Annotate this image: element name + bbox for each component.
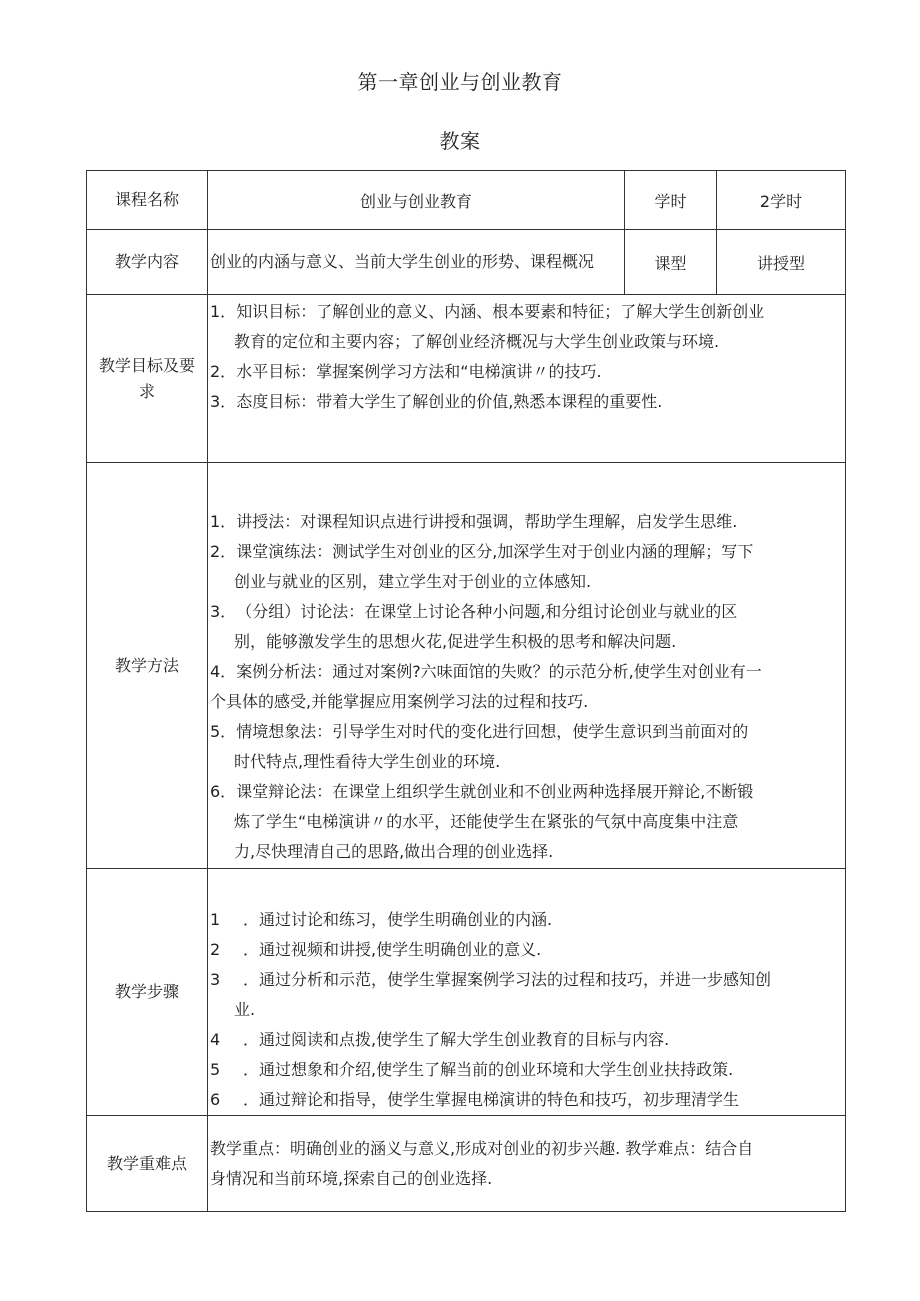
item-continuation: 别，能够激发学生的思想火花,促进学生积极的思考和解决问题. bbox=[234, 632, 677, 651]
list-item bbox=[210, 537, 843, 567]
hours-label: 学时 bbox=[625, 171, 717, 230]
item-number: 5． bbox=[210, 722, 237, 741]
item-text: ．通过讨论和练习，使学生明确创业的内涵. bbox=[243, 910, 553, 929]
table-row bbox=[87, 295, 846, 463]
item-continuation: 时代特点,理性看待大学生创业的环境. bbox=[234, 752, 501, 771]
table-row bbox=[87, 869, 846, 1116]
methods-label: 教学方法 bbox=[87, 463, 208, 869]
item-text: 态度目标：带着大学生了解创业的价值,熟悉本课程的重要性. bbox=[236, 392, 663, 411]
list-item bbox=[210, 777, 843, 807]
objectives-cell bbox=[208, 295, 846, 463]
list-item bbox=[210, 905, 843, 935]
hours-value: 2学时 bbox=[717, 171, 846, 230]
key-points-line: 身情况和当前环境,探索自己的创业选择. bbox=[210, 1168, 493, 1188]
item-text: 知识目标：了解创业的意义、内涵、根本要素和特征；了解大学生创新创业 bbox=[236, 302, 765, 321]
item-text: 课堂辩论法：在课堂上组织学生就创业和不创业两种选择展开辩论,不断锻 bbox=[236, 782, 754, 801]
item-text: ．通过视频和讲授,使学生明确创业的意义. bbox=[243, 940, 542, 959]
list-item bbox=[210, 657, 843, 687]
item-number: 1． bbox=[210, 512, 237, 531]
steps-label: 教学步骤 bbox=[87, 869, 208, 1116]
table-row bbox=[87, 230, 846, 295]
list-item bbox=[210, 507, 843, 537]
type-value: 讲授型 bbox=[717, 230, 846, 295]
table-row bbox=[87, 463, 846, 869]
item-continuation: 炼了学生“电梯演讲〃的水平，还能使学生在紧张的气氛中高度集中注意 bbox=[234, 812, 739, 831]
type-label: 课型 bbox=[625, 230, 717, 295]
objectives-label bbox=[87, 295, 208, 463]
item-number: 2． bbox=[210, 542, 237, 561]
table-row bbox=[87, 1116, 846, 1212]
steps-cell bbox=[208, 869, 846, 1116]
objectives-label-text: 教学目标及要求 bbox=[98, 355, 195, 401]
item-text: 课堂演练法：测试学生对创业的区分,加深学生对于创业内涵的理解；写下 bbox=[236, 542, 754, 561]
item-number: 6． bbox=[210, 782, 237, 801]
course-name-label: 课程名称 bbox=[87, 171, 208, 230]
list-item bbox=[210, 1085, 843, 1115]
item-number: 4 bbox=[210, 1030, 221, 1049]
list-item bbox=[210, 387, 843, 417]
list-item bbox=[210, 1025, 843, 1055]
item-text: ．通过分析和示范，使学生掌握案例学习法的过程和技巧，并进一步感知创 bbox=[243, 970, 772, 989]
item-continuation: 教育的定位和主要内容；了解创业经济概况与大学生创业政策与环境. bbox=[234, 332, 720, 351]
list-item bbox=[210, 597, 843, 627]
item-number: 1． bbox=[210, 302, 237, 321]
item-text: ．通过想象和介绍,使学生了解当前的创业环境和大学生创业扶持政策. bbox=[243, 1060, 734, 1079]
content-label: 教学内容 bbox=[87, 230, 208, 295]
item-text: （分组）讨论法：在课堂上讨论各种小问题,和分组讨论创业与就业的区 bbox=[236, 602, 738, 621]
item-number: 1 bbox=[210, 910, 221, 929]
item-number: 3 bbox=[210, 970, 221, 989]
list-item bbox=[210, 717, 843, 747]
item-continuation: 创业与就业的区别，建立学生对于创业的立体感知. bbox=[234, 572, 592, 591]
list-item bbox=[210, 935, 843, 965]
item-number: 4． bbox=[210, 662, 237, 681]
item-text: 讲授法：对课程知识点进行讲授和强调，帮助学生理解，启发学生思维. bbox=[236, 512, 738, 531]
item-number: 2． bbox=[210, 362, 237, 381]
lesson-plan-table bbox=[86, 170, 846, 1212]
page-title: 第一章创业与创业教育 bbox=[357, 70, 563, 94]
item-number: 3． bbox=[210, 602, 237, 621]
list-item bbox=[210, 297, 843, 327]
page-subtitle: 教案 bbox=[439, 129, 481, 153]
item-text: 情境想象法：引导学生对时代的变化进行回想，使学生意识到当前面对的 bbox=[236, 722, 749, 741]
item-continuation: 业. bbox=[234, 1000, 256, 1019]
list-item bbox=[210, 357, 843, 387]
item-text: ．通过阅读和点拨,使学生了解大学生创业教育的目标与内容. bbox=[243, 1030, 670, 1049]
list-item bbox=[210, 965, 843, 995]
item-number: 3． bbox=[210, 392, 237, 411]
methods-cell bbox=[208, 463, 846, 869]
item-continuation: 力,尽快理清自己的思路,做出合理的创业选择. bbox=[234, 842, 554, 861]
content-value: 创业的内涵与意义、当前大学生创业的形势、课程概况 bbox=[208, 230, 625, 295]
list-item bbox=[210, 1055, 843, 1085]
course-name-value: 创业与创业教育 bbox=[208, 171, 625, 230]
item-number: 5 bbox=[210, 1060, 221, 1079]
table-row bbox=[87, 171, 846, 230]
item-text: 案例分析法：通过对案例?六味面馆的失败？的示范分析,使学生对创业有一 bbox=[236, 662, 762, 681]
item-number: 6 bbox=[210, 1090, 221, 1109]
item-text: 水平目标：掌握案例学习方法和“电梯演讲〃的技巧. bbox=[236, 362, 602, 381]
key-points-label: 教学重难点 bbox=[87, 1116, 208, 1212]
item-number: 2 bbox=[210, 940, 221, 959]
key-points-line: 教学重点：明确创业的涵义与意义,形成对创业的初步兴趣. 教学难点：结合自 bbox=[210, 1138, 754, 1158]
item-continuation: 个具体的感受,并能掌握应用案例学习法的过程和技巧. bbox=[210, 692, 589, 711]
item-text: ．通过辩论和指导，使学生掌握电梯演讲的特色和技巧，初步理清学生 bbox=[243, 1090, 740, 1109]
key-points-cell bbox=[208, 1116, 846, 1212]
